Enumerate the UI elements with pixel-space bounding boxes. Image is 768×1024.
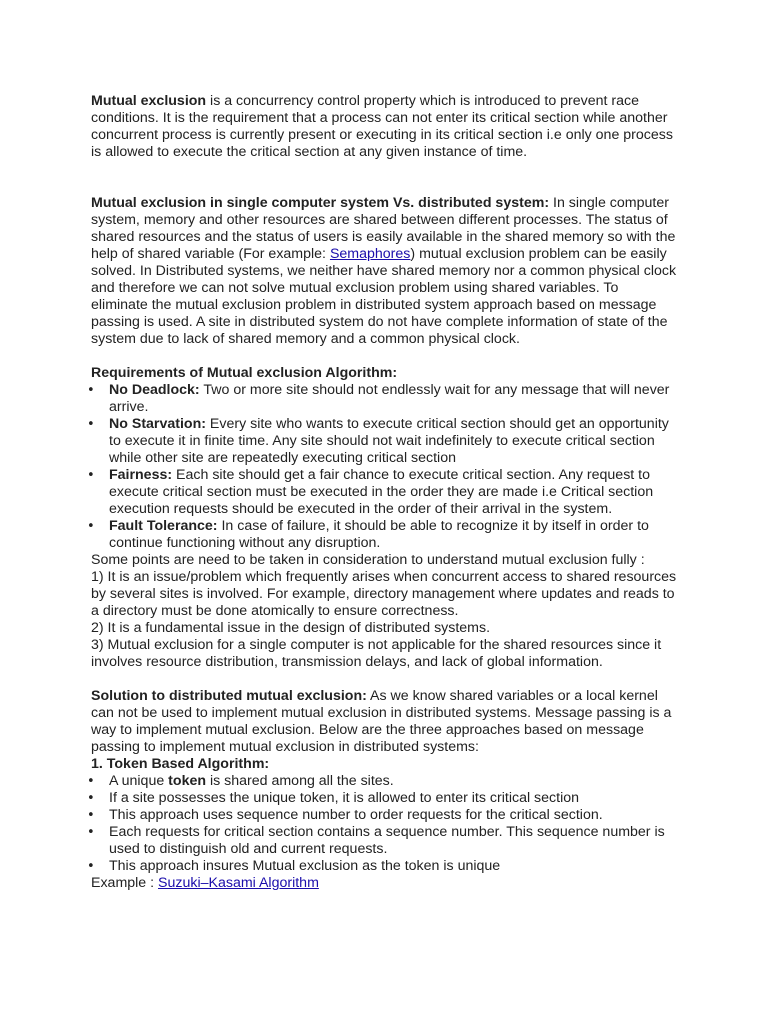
point-1: 1) It is an issue/problem which frequently arises when concurrent access to shared resources by several sites is involved. For example, directory management where updates and reads to a directory must be done atomically to ensure correctness. (91, 569, 677, 619)
list-item: • Each requests for critical section contains a sequence number. This sequence number is used to distinguish old and current requests. (91, 824, 677, 858)
requirement-text: In case of failure, it should be able to recognize it by itself in order to continue functioning without any disruption. (109, 518, 649, 551)
requirement-text: Each site should get a fair chance to execute critical section. Any request to execute critical section must be executed in the order they are made i.e Critical section execution requests should be executed in the order of their arrival in the system. (109, 467, 654, 517)
token-item-post: is shared among all the sites. (206, 773, 394, 789)
token-heading: 1. Token Based Algorithm: (91, 756, 270, 772)
intro-paragraph (91, 93, 677, 161)
list-item: • If a site possesses the unique token, it is allowed to enter its critical section (91, 790, 677, 807)
list-item (91, 467, 677, 518)
requirement-text: Every site who wants to execute critical section should get an opportunity to execute it in finite time. Any site should not wait indefinitely to execute critical section while other site are repeatedly executing critical section (109, 416, 669, 466)
comparison-text-2: ) mutual exclusion problem can be easily solved. In Distributed systems, we neither have shared memory nor a common physical clock and therefore we can not solve mutual exclusion problem using shared variables. To eliminate the mutual exclusion problem in distributed system approach based on message passing is used. A site in distributed system do not have complete information of state of the system due to lack of shared memory and a common physical clock. (91, 246, 677, 347)
semaphores-link[interactable]: Semaphores (329, 246, 411, 262)
points-intro: Some points are need to be taken in consideration to understand mutual exclusion fully : (91, 552, 645, 568)
solution-text: As we know shared variables or a local kernel can not be used to implement mutual exclusion in distributed systems. Message passing is a way to implement mutual exclusion. Below are the three approaches based on message passing to implement mutual exclusion in distributed systems: (91, 688, 672, 755)
spacer (91, 161, 677, 195)
solution-paragraph (91, 688, 677, 756)
suzuki-kasami-link[interactable]: Suzuki–Kasami Algorithm (158, 875, 319, 891)
solution-heading: Solution to distributed mutual exclusion: (91, 688, 367, 704)
requirements-heading: Requirements of Mutual exclusion Algorithm: (91, 365, 398, 381)
spacer (91, 671, 677, 688)
token-list (91, 773, 677, 875)
intro-term: Mutual exclusion (91, 93, 207, 109)
list-item: • This approach insures Mutual exclusion as the token is unique (91, 858, 677, 875)
example-label: Example : (91, 875, 159, 891)
example-line (91, 875, 677, 892)
comparison-text-1: In single computer system, memory and other resources are shared between different processes. The status of shared resources and the status of users is easily available in the shared memory so with the help of shared variable (For example: (91, 195, 676, 262)
spacer (91, 348, 677, 365)
requirements-list (91, 382, 677, 552)
requirement-text: Two or more site should not endlessly wait for any message that will never arrive. (109, 382, 670, 415)
comparison-paragraph (91, 195, 677, 348)
intro-text: is a concurrency control property which is introduced to prevent race conditions. It is the requirement that a process can not enter its critical section while another concurrent process is currently present or executing in its critical section i.e only one process is allowed to execute the critical section at any given instance of time. (91, 93, 673, 160)
requirement-label: Fairness: (109, 467, 173, 483)
point-2: 2) It is a fundamental issue in the design of distributed systems. (91, 620, 491, 636)
comparison-heading: Mutual exclusion in single computer system Vs. distributed system: (91, 195, 550, 211)
token-item-bold: token (168, 773, 207, 789)
point-3: 3) Mutual exclusion for a single computer is not applicable for the shared resources since it involves resource distribution, transmission delays, and lack of global information. (91, 637, 662, 670)
requirement-label: Fault Tolerance: (109, 518, 218, 534)
list-item: • This approach uses sequence number to order requests for the critical section. (91, 807, 677, 824)
list-item (91, 773, 677, 790)
list-item (91, 518, 677, 552)
requirement-label: No Deadlock: (109, 382, 200, 398)
list-item (91, 416, 677, 467)
requirement-label: No Starvation: (109, 416, 206, 432)
document-body (91, 93, 677, 892)
list-item (91, 382, 677, 416)
token-item-pre: A unique (109, 773, 169, 789)
